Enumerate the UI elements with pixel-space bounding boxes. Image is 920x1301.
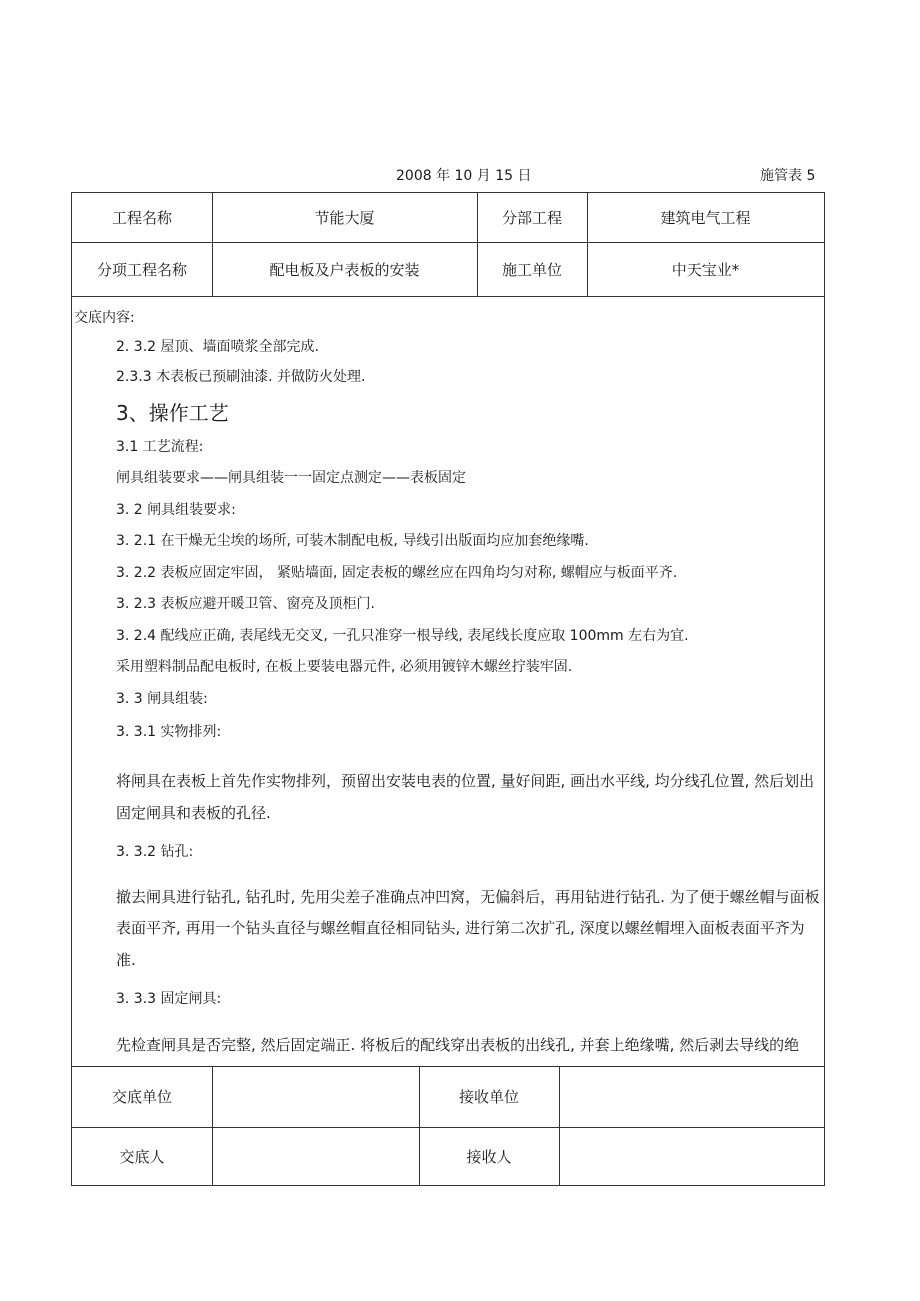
content-line: 闸具组装要求——闸具组装一一固定点测定——表板固定 [116, 470, 466, 486]
content-line: 3. 2.3 表板应避开暖卫管、窗亮及顶柜门. [116, 596, 375, 612]
contractor-value: 中天宝业* [671, 260, 740, 279]
discloser-label: 交底人 [119, 1147, 165, 1166]
section-heading: 3、操作工艺 [116, 401, 229, 425]
content-line: 3. 3.1 实物排列: [116, 724, 222, 740]
project-name-label: 工程名称 [111, 209, 172, 227]
content-line: 2. 3.2 屋顶、墙面喷浆全部完成. [116, 339, 319, 355]
paragraph-line: 先检查闸具是否完整, 然后固定端正. 将板后的配线穿出表板的出线孔, 并套上绝缘嘴, 然后剥去导线的绝 [116, 1036, 800, 1054]
content-line: 2.3.3 木表板已预刷油漆. 并做防火处理. [116, 369, 366, 385]
division-value: 建筑电气工程 [660, 209, 751, 227]
disclosure-unit-value [212, 1066, 419, 1127]
subitem-name-value: 配电板及户表板的安装 [269, 260, 420, 279]
content-line: 3. 3.2 钻孔: [116, 844, 194, 860]
content-line: 3. 3.3 固定闸具: [116, 991, 222, 1007]
content-line: 3.1 工艺流程: [116, 439, 204, 455]
date-text: 2008 年 10 月 15 日 [396, 168, 532, 184]
content-line: 3. 2.2 表板应固定牢固， 紧贴墙面, 固定表板的螺丝应在四角均匀对称, 螺帽应与板面平齐. [116, 565, 678, 581]
paragraph-line: 撤去闸具进行钻孔, 钻孔时, 先用尖差子准确点冲凹窝，无偏斜后，再用钻进行钻孔. 为了便于螺丝帽与面板 [116, 888, 820, 906]
content-line: 3. 2 闸具组装要求: [116, 502, 236, 518]
division-label: 分部工程 [501, 209, 562, 227]
paragraph-line: 表面平齐, 再用一个钻头直径与螺丝帽直径相同钻头, 进行第二次扩孔, 深度以螺丝帽埋入面板表面平齐为 [116, 919, 805, 937]
receiver-label: 接收人 [466, 1147, 512, 1166]
receiver-value [559, 1127, 824, 1185]
receiving-unit-label: 接收单位 [458, 1088, 519, 1106]
contractor-label: 施工单位 [501, 260, 562, 279]
content-line: 3. 2.4 配线应正确, 表尾线无交叉, 一孔只准穿一根导线, 表尾线长度应取 100mm 左右为宜. [116, 628, 689, 644]
form-number: 施管表 5 [760, 168, 816, 184]
subitem-name-label: 分项工程名称 [96, 260, 187, 279]
project-name-value: 节能大厦 [314, 209, 375, 227]
paragraph-line: 固定闸具和表板的孔径. [116, 804, 271, 822]
content-line: 3. 3 闸具组装: [116, 691, 208, 707]
content-line: 采用塑料制品配电板时, 在板上要装电器元件, 必须用镀锌木螺丝拧装牢固. [116, 659, 573, 675]
discloser-value [212, 1127, 419, 1185]
disclosure-unit-label: 交底单位 [111, 1088, 172, 1106]
paragraph-line: 将闸具在表板上首先作实物排列，预留出安装电表的位置, 量好间距, 画出水平线, 均分线孔位置, 然后划出 [116, 772, 815, 790]
info-table-bottom [72, 296, 824, 297]
paragraph-line: 准. [116, 951, 136, 969]
content-line: 3. 2.1 在干燥无尘埃的场所, 可装木制配电板, 导线引出版面均应加套绝缘嘴. [116, 533, 589, 549]
content-label: 交底内容: [74, 310, 135, 326]
receiving-unit-value [559, 1066, 824, 1127]
